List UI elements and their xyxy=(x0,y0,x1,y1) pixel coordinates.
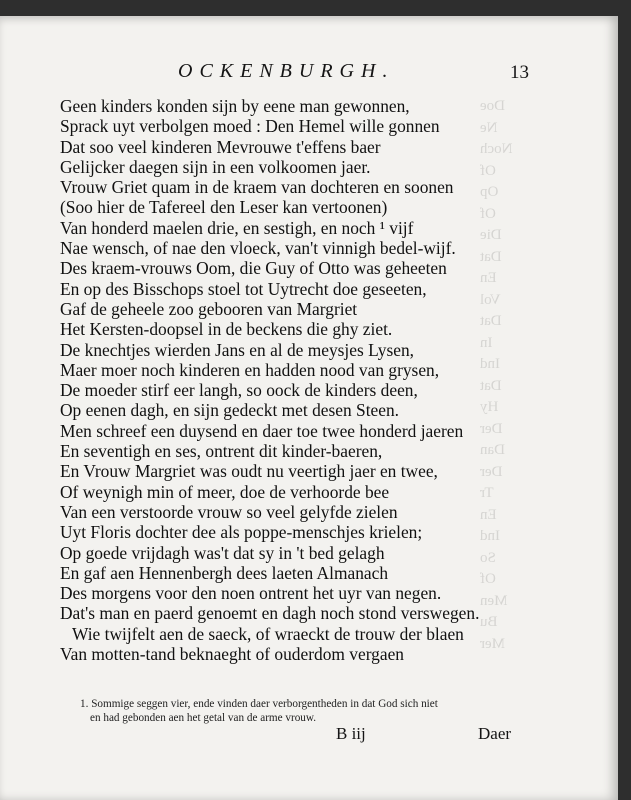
verse-line: Vrouw Griet quam in de kraem van dochteren en soonen xyxy=(60,177,454,198)
verse-line: Sprack uyt verbolgen moed : Den Hemel wille gonnen xyxy=(60,116,440,137)
verse-line: Gaf de geheele zoo gebooren van Margriet xyxy=(60,298,358,319)
verse-line: Van motten-tand beknaeght of ouderdom vergaen xyxy=(60,644,404,665)
footnote-line: 1. Sommige seggen vier, ende vinden daer verborgentheden in dat God sich niet xyxy=(80,698,438,710)
verse-line: Van een verstoorde vrouw so veel gelyfde zielen xyxy=(60,501,398,522)
page-number: 13 xyxy=(510,62,529,83)
verse-line: (Soo hier de Tafereel den Leser kan vertoonen) xyxy=(60,197,388,218)
show-through-text: Doe Ne Noch Of Op Of Die Dat En Vol Dat In Ind Dat Hy Der Dan Der Tr En Ind So Of Men Bu Mer xyxy=(480,98,513,652)
verse-line: Des kraem-vrouws Oom, die Guy of Otto was geheeten xyxy=(60,258,447,279)
verse-line: Dat soo veel kinderen Mevrouwe t'effens baer xyxy=(60,136,381,157)
verse-line: En Vrouw Margriet was oudt nu veertigh jaer en twee, xyxy=(60,461,438,482)
verse-line: De knechtjes wierden Jans en al de meysjes Lysen, xyxy=(60,339,414,360)
verse-line: Uyt Floris dochter dee als poppe-menschjes krielen; xyxy=(60,522,423,543)
verse-line: Op eenen dagh, en sijn gedeckt met desen Steen. xyxy=(60,400,400,421)
verse-line: Of weynigh min of meer, doe de verhoorde bee xyxy=(60,481,390,502)
verse-body xyxy=(60,96,530,664)
footnote xyxy=(80,697,500,725)
running-head: OCKENBURGH. xyxy=(178,60,395,82)
verse-line: Des morgens voor den noen ontrent het uyr van negen. xyxy=(60,583,442,604)
footnote-line: en had gebonden aen het getal van de arme vrouw. xyxy=(90,712,317,724)
verse-line: En op des Bisschops stoel tot Uytrecht doe geseeten, xyxy=(60,278,427,299)
verse-line: Van honderd maelen drie, en sestigh, en noch ¹ vijf xyxy=(60,217,414,238)
verse-line: Gelijcker daegen sijn in een volkoomen jaer. xyxy=(60,156,371,177)
verse-line: Het Kersten-doopsel in de beckens die ghy ziet. xyxy=(60,319,393,340)
page-header xyxy=(0,54,618,84)
verse-line: Geen kinders konden sijn by eene man gewonnen, xyxy=(60,96,410,116)
book-page xyxy=(0,16,618,800)
verse-line: Men schreef een duysend en daer toe twee honderd jaeren xyxy=(60,420,464,441)
verse-line: En seventigh en ses, ontrent dit kinder-baeren, xyxy=(60,441,383,462)
verse-line: Maer moer noch kinderen en hadden nood van grysen, xyxy=(60,359,440,380)
verse-line: Nae wensch, of nae den vloeck, van't vinnigh bedel-wijf. xyxy=(60,238,456,259)
verse-line: Op goede vrijdagh was't dat sy in 't bed gelagh xyxy=(60,542,385,563)
signature-mark: B iij xyxy=(336,724,366,743)
verse-line: En gaf aen Hennenbergh dees laeten Almanach xyxy=(60,562,389,583)
catchword: Daer xyxy=(478,724,512,743)
verse-line: De moeder stirf eer langh, so oock de kinders deen, xyxy=(60,380,418,401)
verse-line: Wie twijfelt aen de saeck, of wraeckt de trouw der blaen xyxy=(72,623,464,644)
verse-line: Dat's man en paerd genoemt en dagh noch stond verswegen. xyxy=(60,603,480,624)
